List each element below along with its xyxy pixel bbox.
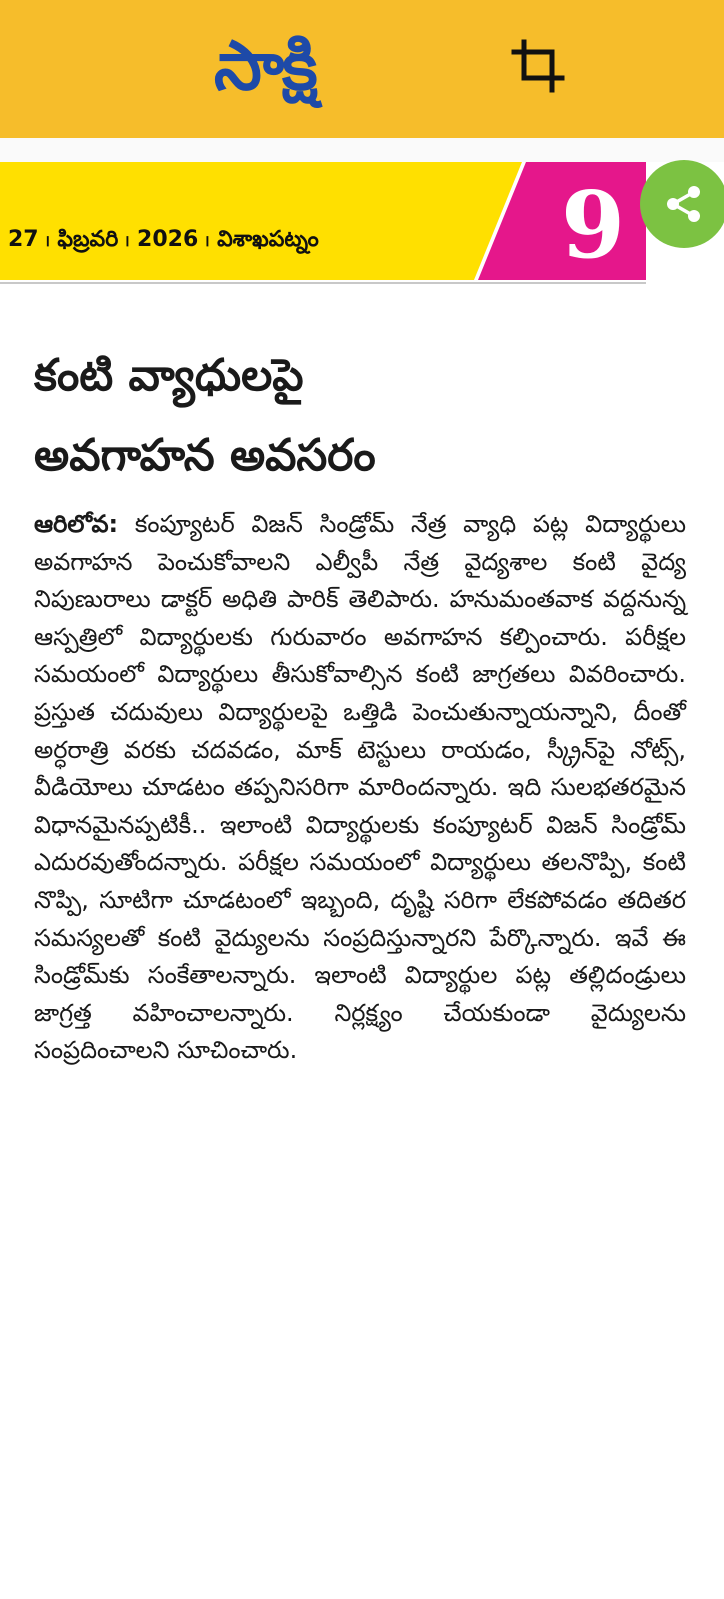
article-body <box>34 506 686 1070</box>
crop-button[interactable] <box>510 38 566 94</box>
app-header <box>0 0 724 138</box>
header-separator <box>0 138 724 162</box>
article-body-text: కంప్యూటర్ విజన్ సిండ్రోమ్ నేత్ర వ్యాధి పట్ల విద్యార్థులు అవగాహన పెంచుకోవాలని ఎల్వీపీ నేత్ర వైద్యశాల కంటి వైద్య నిపుణురాలు డాక్టర్ అధితి పారిక్ తెలిపారు. హనుమంతవాక వద్దనున్న ఆస్పత్రిలో విద్యార్థులకు గురువారం అవగాహన కల్పించారు. పరీక్షల సమయంలో విద్యార్థులు తీసుకోవాల్సిన కంటి జాగ్రతలు వివరించారు. ప్రస్తుత చదువులు విద్యార్థులపై ఒత్తిడి పెంచుతున్నాయన్నాని, దీంతో అర్ధరాత్రి వరకు చదవడం, మాక్ టెస్టులు రాయడం, స్క్రీన్‌పై నోట్స్, వీడియోలు చూడటం తప్పనిసరిగా మారిందన్నారు. ఇది సులభతరమైన విధానమైనప్పటికీ.. ఇలాంటి విద్యార్థులకు కంప్యూటర్ విజన్ సిండ్రోమ్ ఎదురవుతోందన్నారు. పరీక్షల సమయంలో విద్యార్థులు తలనొప్పి, కంటి నొప్పి, సూటిగా చూడటంలో ఇబ్బంది, దృష్టి సరిగా లేకపోవడం తదితర సమస్యలతో కంటి వైద్యులను సంప్రదిస్తున్నారని పేర్కొన్నారు. ఇవే ఈ సిండ్రోమ్‌కు సంకేతాలన్నారు. ఇలాంటి విద్యార్థుల పట్ల తల్లిదండ్రులు జాగ్రత్త వహించాలన్నారు. నిర్లక్ష్యం చేయకుండా వైద్యులను సంప్రదించాలని సూచించారు. <box>34 510 686 1065</box>
headline-line-2: అవగాహన అవసరం <box>34 430 376 481</box>
page-number: 9 <box>560 171 625 279</box>
share-button[interactable] <box>640 160 724 248</box>
crop-icon <box>510 38 566 94</box>
edition-date-line: 27 ၊ ఫిబ్రవరి ၊ 2026 ၊ విశాఖపట్నం <box>8 227 319 252</box>
article-dateline: ఆరిలోవ: <box>34 510 119 538</box>
sakshi-logo: సాక్షి <box>214 27 316 106</box>
headline-line-1: కంటి వ్యాధులపై <box>34 350 304 401</box>
article-headline <box>34 336 684 496</box>
share-icon <box>662 182 706 226</box>
